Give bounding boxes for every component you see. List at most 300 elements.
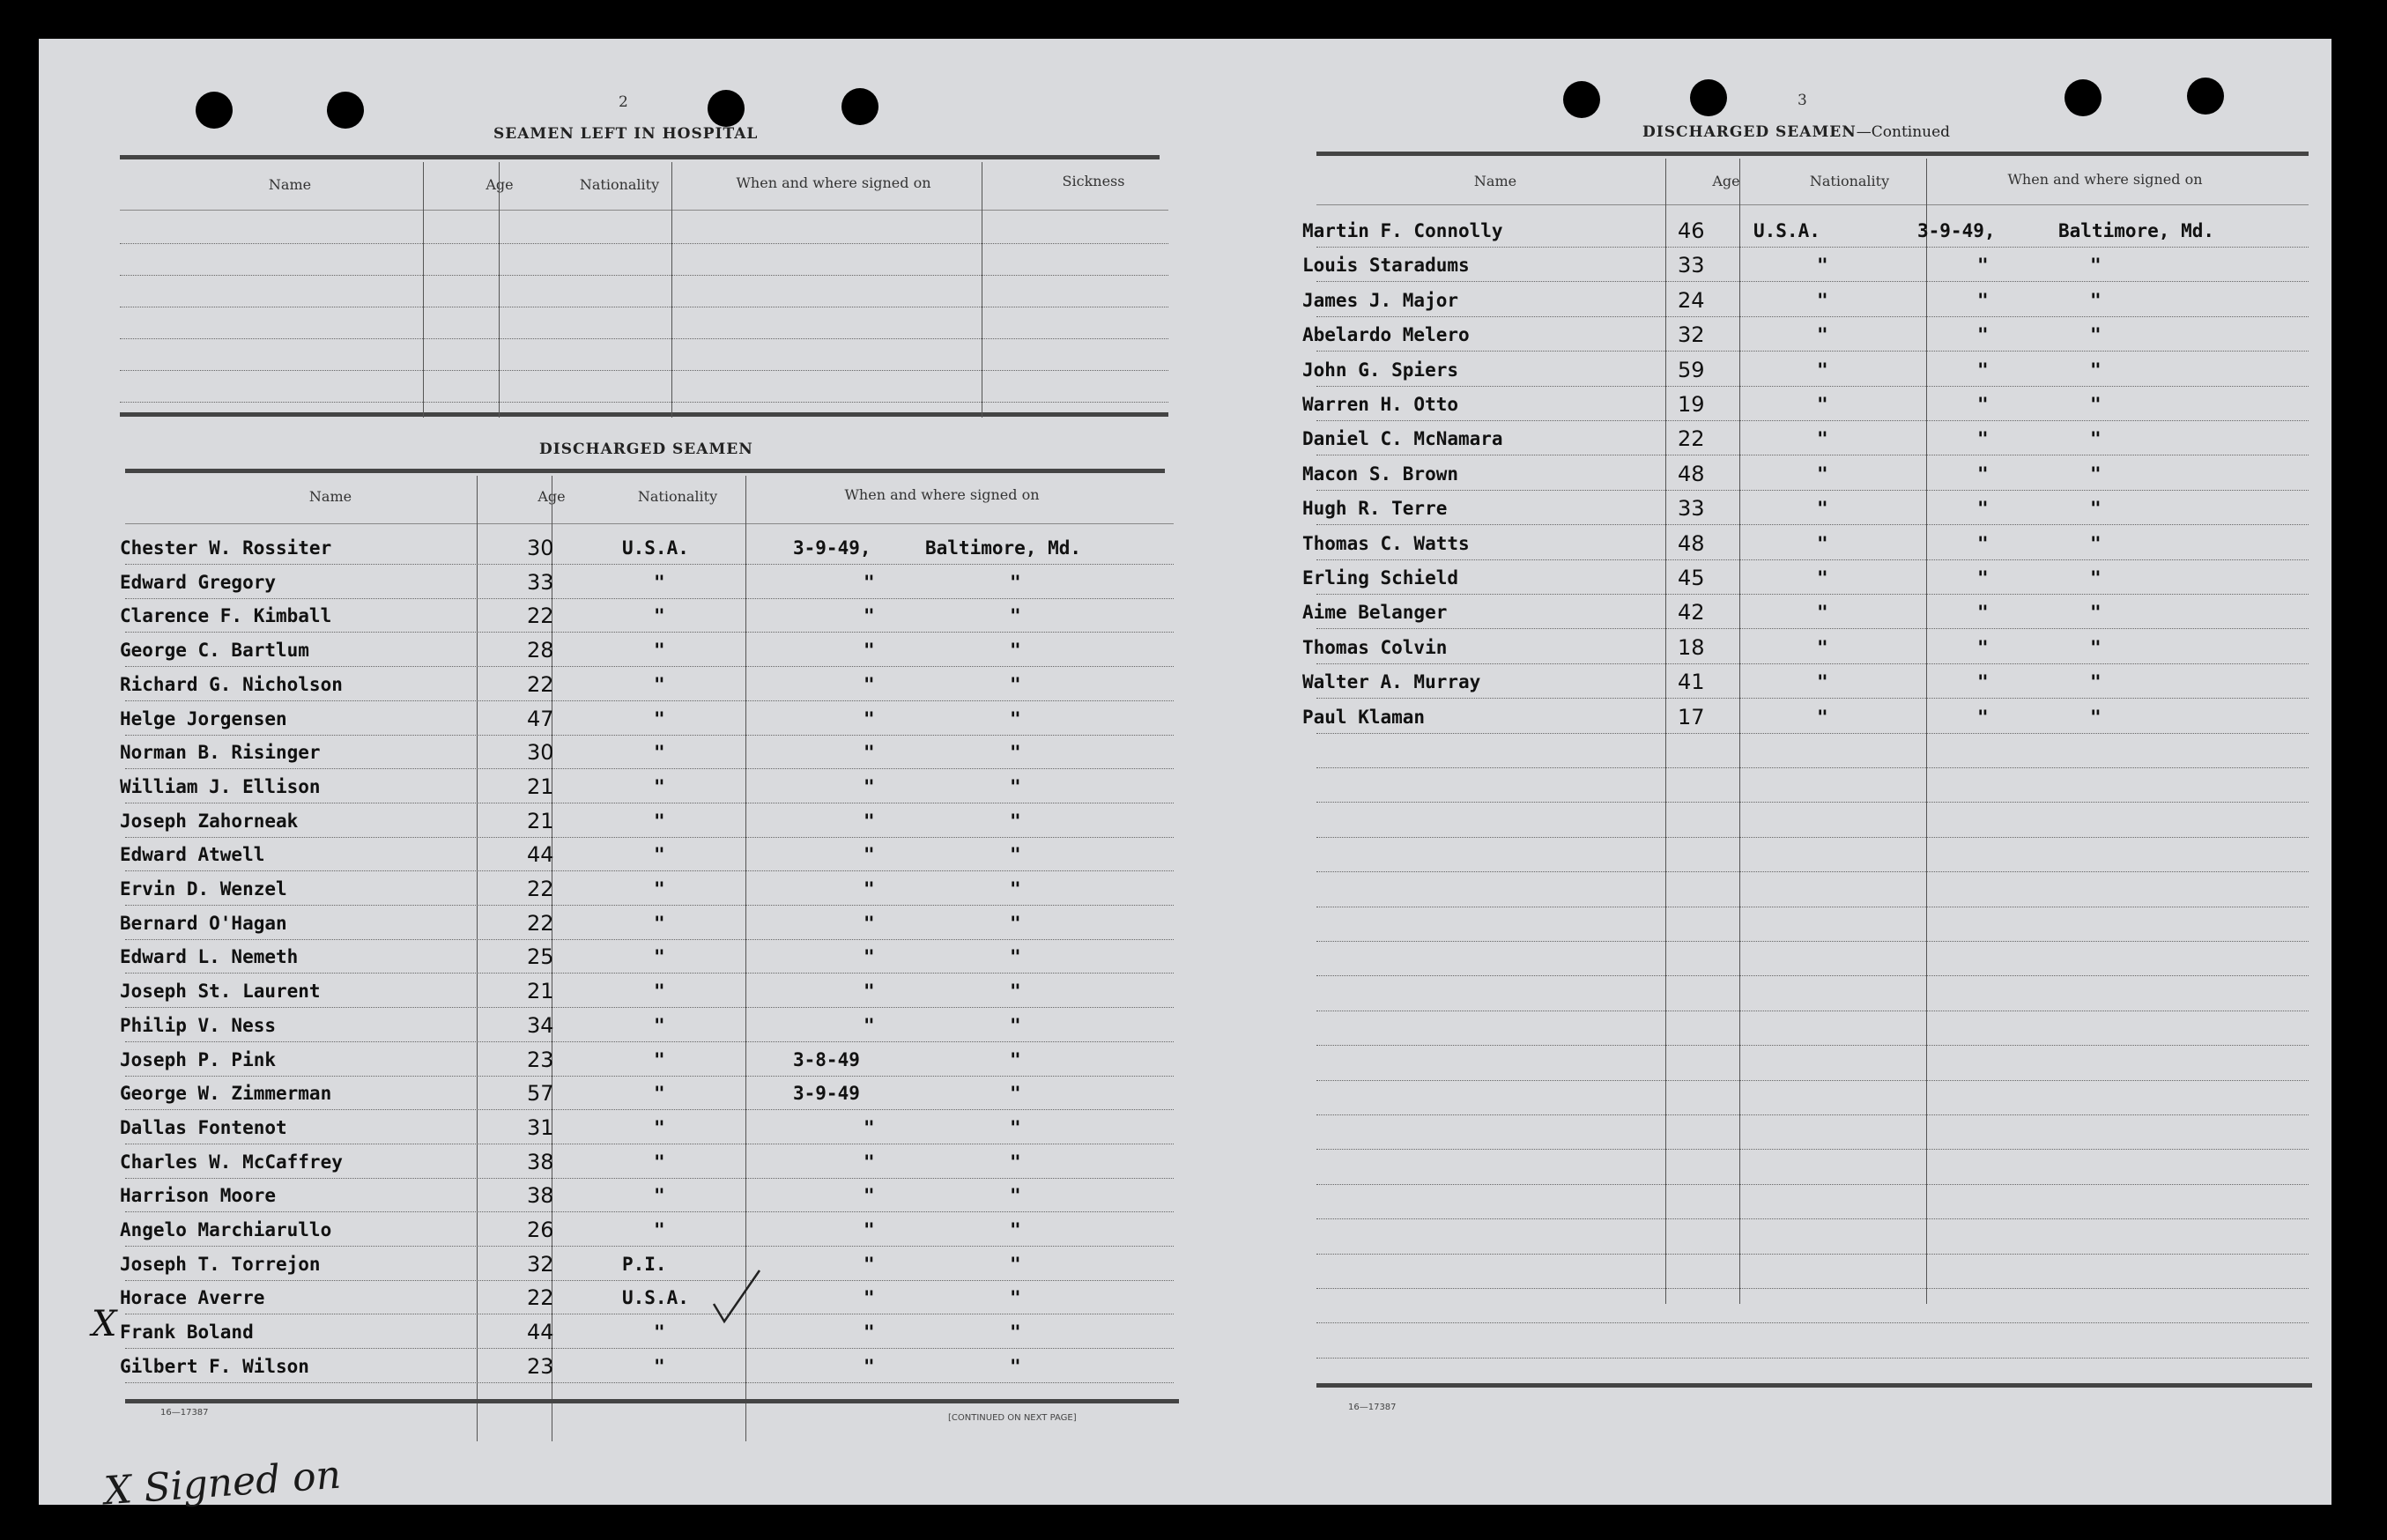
table-row bbox=[120, 1212, 1177, 1244]
seaman-age: 30 bbox=[527, 740, 554, 766]
table-row bbox=[1302, 595, 2360, 626]
signed-on-date: " bbox=[864, 981, 875, 1003]
seaman-age: 26 bbox=[527, 1218, 554, 1242]
seaman-age: 22 bbox=[527, 671, 554, 697]
signed-on-date: " bbox=[1977, 289, 1989, 311]
seaman-nationality: " bbox=[654, 1083, 665, 1105]
col-header-signed-on: When and where signed on bbox=[844, 486, 1040, 503]
signed-on-date: " bbox=[1977, 532, 1989, 554]
signed-on-place: " bbox=[2090, 498, 2102, 520]
col-header-age: Age bbox=[1712, 173, 1740, 189]
signed-on-date: " bbox=[1977, 671, 1989, 693]
signed-on-place: " bbox=[1010, 946, 1021, 968]
seaman-age: 47 bbox=[527, 706, 554, 731]
table-row bbox=[120, 1314, 1177, 1346]
signed-on-date: " bbox=[864, 571, 875, 593]
row-rule bbox=[1316, 1288, 2309, 1289]
table-row bbox=[1302, 283, 2360, 315]
table-row bbox=[1302, 421, 2360, 453]
seaman-name: Erling Schield bbox=[1302, 567, 1459, 589]
signed-on-date: 3-9-49 bbox=[793, 1083, 860, 1105]
table-row bbox=[120, 769, 1177, 801]
seaman-age: 25 bbox=[527, 944, 554, 970]
signed-on-place: Baltimore, Md. bbox=[925, 537, 1082, 559]
seaman-nationality: " bbox=[654, 912, 665, 934]
seaman-age: 23 bbox=[527, 1047, 554, 1072]
signed-on-date: " bbox=[1977, 498, 1989, 520]
rule bbox=[120, 370, 1168, 371]
col-header-signed-on: When and where signed on bbox=[2007, 171, 2203, 188]
signed-on-place: " bbox=[2090, 671, 2102, 693]
col-header-nationality: Nationality bbox=[637, 488, 718, 505]
seaman-age: 30 bbox=[527, 536, 554, 560]
row-rule bbox=[1316, 767, 2309, 768]
signed-on-place: " bbox=[1010, 707, 1021, 729]
seaman-nationality: " bbox=[1817, 532, 1828, 554]
seaman-name: Horace Averre bbox=[120, 1287, 265, 1309]
table-row bbox=[120, 667, 1177, 699]
signed-on-date: " bbox=[864, 775, 875, 797]
seaman-name: Ervin D. Wenzel bbox=[120, 878, 287, 900]
seaman-age: 19 bbox=[1678, 392, 1705, 417]
rule bbox=[120, 412, 1168, 417]
seaman-age: 24 bbox=[1678, 287, 1705, 313]
signed-on-place: " bbox=[1010, 1048, 1021, 1070]
table-row bbox=[120, 906, 1177, 937]
seaman-age: 42 bbox=[1678, 600, 1705, 626]
seaman-name: Angelo Marchiarullo bbox=[120, 1219, 332, 1240]
seaman-age: 31 bbox=[527, 1114, 554, 1140]
seaman-nationality: " bbox=[1817, 463, 1828, 485]
signed-on-place: " bbox=[1010, 878, 1021, 900]
table-row bbox=[1302, 700, 2360, 731]
col-header-nationality: Nationality bbox=[1809, 173, 1890, 189]
seaman-name: Joseph P. Pink bbox=[120, 1048, 277, 1070]
seaman-nationality: U.S.A. bbox=[622, 537, 689, 559]
rule bbox=[120, 210, 1168, 211]
table-row bbox=[1302, 526, 2360, 558]
table-row bbox=[120, 974, 1177, 1005]
seaman-name: Daniel C. McNamara bbox=[1302, 428, 1503, 450]
table-row bbox=[1302, 491, 2360, 522]
form-number: 16—17387 bbox=[1348, 1403, 1397, 1412]
signed-on-date: " bbox=[864, 844, 875, 866]
row-rule bbox=[1316, 941, 2309, 942]
row-rule bbox=[1316, 975, 2309, 976]
page-number: 3 bbox=[1798, 92, 1807, 109]
punch-hole bbox=[196, 92, 233, 129]
seaman-age: 38 bbox=[527, 1149, 554, 1174]
seaman-nationality: " bbox=[654, 571, 665, 593]
punch-hole bbox=[2187, 78, 2224, 115]
handwritten-note: X Signed on bbox=[102, 1452, 343, 1514]
signed-on-place: " bbox=[2090, 428, 2102, 450]
seaman-nationality: " bbox=[654, 707, 665, 729]
seaman-age: 59 bbox=[1678, 357, 1705, 382]
seaman-age: 44 bbox=[527, 1320, 554, 1345]
punch-hole bbox=[708, 90, 745, 127]
seaman-name: Louis Staradums bbox=[1302, 255, 1470, 277]
signed-on-place: " bbox=[2090, 706, 2102, 728]
seaman-nationality: U.S.A. bbox=[1753, 220, 1820, 241]
table-row bbox=[1302, 630, 2360, 662]
col-header-age: Age bbox=[537, 488, 566, 505]
seaman-nationality: " bbox=[654, 946, 665, 968]
seaman-name: Edward L. Nemeth bbox=[120, 946, 299, 968]
signed-on-date: " bbox=[1977, 255, 1989, 277]
punch-hole bbox=[1563, 81, 1600, 118]
rule bbox=[499, 162, 500, 418]
seaman-nationality: " bbox=[1817, 289, 1828, 311]
title-main: DISCHARGED SEAMEN bbox=[1642, 123, 1857, 141]
signed-on-place: " bbox=[2090, 394, 2102, 415]
seaman-name: Dallas Fontenot bbox=[120, 1116, 287, 1138]
seaman-name: John G. Spiers bbox=[1302, 359, 1459, 381]
signed-on-date: " bbox=[864, 640, 875, 662]
signed-on-date: " bbox=[864, 742, 875, 764]
signed-on-place: " bbox=[1010, 1185, 1021, 1207]
signed-on-place: " bbox=[2090, 636, 2102, 658]
seaman-name: Martin F. Connolly bbox=[1302, 220, 1503, 241]
signed-on-place: " bbox=[1010, 1219, 1021, 1240]
seaman-name: Richard G. Nicholson bbox=[120, 673, 343, 695]
seaman-age: 45 bbox=[1678, 566, 1705, 590]
table-row bbox=[120, 633, 1177, 664]
seaman-age: 18 bbox=[1678, 634, 1705, 660]
signed-on-place: " bbox=[1010, 640, 1021, 662]
seaman-nationality: " bbox=[654, 878, 665, 900]
seaman-name: Joseph St. Laurent bbox=[120, 981, 321, 1003]
seaman-nationality: " bbox=[654, 810, 665, 832]
rule bbox=[1316, 152, 2309, 156]
seaman-age: 21 bbox=[527, 808, 554, 833]
signed-on-date: " bbox=[864, 1322, 875, 1344]
seaman-age: 33 bbox=[1678, 253, 1705, 278]
table-row bbox=[120, 1349, 1177, 1381]
signed-on-place: " bbox=[2090, 602, 2102, 624]
seaman-nationality: " bbox=[1817, 498, 1828, 520]
rule bbox=[120, 275, 1168, 276]
signed-on-date: " bbox=[1977, 394, 1989, 415]
signed-on-place: " bbox=[2090, 463, 2102, 485]
rule bbox=[120, 155, 1160, 159]
col-header-signed-on: When and where signed on bbox=[736, 174, 931, 191]
signed-on-place: " bbox=[2090, 289, 2102, 311]
discharged-section-title: DISCHARGED SEAMEN bbox=[539, 441, 753, 458]
signed-on-place: " bbox=[2090, 567, 2102, 589]
row-rule bbox=[1316, 1358, 2309, 1359]
seaman-name: Harrison Moore bbox=[120, 1185, 277, 1207]
signed-on-date: " bbox=[1977, 463, 1989, 485]
seaman-age: 48 bbox=[1678, 530, 1705, 556]
signed-on-place: " bbox=[1010, 810, 1021, 832]
seaman-age: 17 bbox=[1678, 704, 1705, 729]
row-rule bbox=[1316, 733, 2309, 734]
signed-on-place: " bbox=[1010, 912, 1021, 934]
table-row bbox=[1302, 456, 2360, 488]
handwritten-x-mark: X bbox=[92, 1304, 117, 1344]
row-rule bbox=[1316, 837, 2309, 838]
seaman-name: Norman B. Risinger bbox=[120, 742, 321, 764]
col-header-name: Name bbox=[308, 488, 352, 505]
seaman-name: Philip V. Ness bbox=[120, 1014, 277, 1036]
seaman-name: Gilbert F. Wilson bbox=[120, 1355, 309, 1377]
seaman-nationality: " bbox=[654, 640, 665, 662]
rule bbox=[423, 162, 424, 418]
table-row bbox=[1302, 317, 2360, 349]
signed-on-date: " bbox=[1977, 636, 1989, 658]
seaman-age: 57 bbox=[527, 1081, 554, 1107]
row-rule bbox=[1316, 1254, 2309, 1255]
punch-hole bbox=[841, 88, 878, 125]
rule bbox=[671, 162, 672, 418]
seaman-name: Hugh R. Terre bbox=[1302, 498, 1448, 520]
seaman-name: George C. Bartlum bbox=[120, 640, 309, 662]
signed-on-date: " bbox=[864, 946, 875, 968]
signed-on-date: " bbox=[1977, 359, 1989, 381]
rule bbox=[120, 243, 1168, 244]
seaman-age: 32 bbox=[527, 1251, 554, 1277]
signed-on-place: " bbox=[1010, 1116, 1021, 1138]
signed-on-place: " bbox=[1010, 1355, 1021, 1377]
seaman-nationality: " bbox=[1817, 671, 1828, 693]
seaman-name: George W. Zimmerman bbox=[120, 1083, 332, 1105]
page-number: 2 bbox=[619, 93, 628, 111]
signed-on-place: " bbox=[1010, 1287, 1021, 1309]
row-rule bbox=[1316, 1114, 2309, 1115]
seaman-name: Chester W. Rossiter bbox=[120, 537, 332, 559]
signed-on-date: " bbox=[1977, 706, 1989, 728]
col-header-nationality: Nationality bbox=[579, 176, 660, 193]
row-rule bbox=[1316, 1218, 2309, 1219]
seaman-nationality: " bbox=[1817, 567, 1828, 589]
table-row bbox=[1302, 352, 2360, 384]
table-row bbox=[120, 1280, 1177, 1312]
seaman-age: 32 bbox=[1678, 322, 1705, 348]
signed-on-date: " bbox=[864, 673, 875, 695]
hospital-section-title: SEAMEN LEFT IN HOSPITAL bbox=[493, 125, 759, 143]
signed-on-date: " bbox=[864, 605, 875, 627]
seaman-age: 23 bbox=[527, 1353, 554, 1379]
signed-on-date: 3-9-49, bbox=[793, 537, 871, 559]
row-rule bbox=[125, 1382, 1174, 1383]
seaman-nationality: " bbox=[1817, 428, 1828, 450]
seaman-nationality: " bbox=[654, 605, 665, 627]
seaman-nationality: " bbox=[654, 1185, 665, 1207]
table-row bbox=[120, 1144, 1177, 1176]
table-row bbox=[120, 530, 1177, 562]
table-row bbox=[120, 1042, 1177, 1074]
row-rule bbox=[1316, 1045, 2309, 1046]
seaman-name: Edward Atwell bbox=[120, 844, 265, 866]
col-header-name: Name bbox=[1473, 173, 1517, 189]
signed-on-place: " bbox=[1010, 673, 1021, 695]
table-row bbox=[120, 871, 1177, 903]
seaman-age: 28 bbox=[527, 638, 554, 663]
seaman-nationality: " bbox=[1817, 255, 1828, 277]
signed-on-place: " bbox=[2090, 255, 2102, 277]
table-row bbox=[120, 1178, 1177, 1210]
row-rule bbox=[1316, 1322, 2309, 1323]
seaman-name: Joseph Zahorneak bbox=[120, 810, 299, 832]
seaman-name: Paul Klaman bbox=[1302, 706, 1426, 728]
seaman-age: 22 bbox=[527, 603, 554, 629]
signed-on-place: " bbox=[1010, 605, 1021, 627]
col-header-sickness: Sickness bbox=[1062, 173, 1125, 189]
rule bbox=[120, 338, 1168, 339]
seaman-name: Frank Boland bbox=[120, 1322, 254, 1344]
signed-on-date: " bbox=[1977, 324, 1989, 346]
seaman-nationality: " bbox=[1817, 636, 1828, 658]
signed-on-date: " bbox=[864, 707, 875, 729]
seaman-nationality: " bbox=[1817, 324, 1828, 346]
table-row bbox=[120, 1110, 1177, 1142]
signed-on-place: " bbox=[2090, 359, 2102, 381]
table-row bbox=[120, 735, 1177, 766]
signed-on-date: " bbox=[864, 912, 875, 934]
table-row bbox=[120, 803, 1177, 835]
form-number: 16—17387 bbox=[160, 1408, 209, 1418]
signed-on-place: " bbox=[1010, 742, 1021, 764]
table-row bbox=[120, 1247, 1177, 1278]
seaman-name: Warren H. Otto bbox=[1302, 394, 1459, 415]
seaman-age: 34 bbox=[527, 1012, 554, 1038]
seaman-name: Thomas C. Watts bbox=[1302, 532, 1470, 554]
seaman-name: Abelardo Melero bbox=[1302, 324, 1470, 346]
rule bbox=[125, 523, 1174, 524]
rule bbox=[120, 402, 1168, 403]
seaman-age: 21 bbox=[527, 979, 554, 1004]
seaman-age: 48 bbox=[1678, 461, 1705, 486]
signed-on-place: Baltimore, Md. bbox=[2058, 220, 2215, 241]
signed-on-place: " bbox=[1010, 1014, 1021, 1036]
signed-on-date: " bbox=[1977, 567, 1989, 589]
table-row bbox=[1302, 248, 2360, 279]
rule bbox=[125, 469, 1165, 473]
signed-on-date: " bbox=[1977, 602, 1989, 624]
seaman-nationality: " bbox=[654, 775, 665, 797]
rule bbox=[1316, 1383, 2312, 1388]
seaman-name: Walter A. Murray bbox=[1302, 671, 1481, 693]
seaman-nationality: " bbox=[1817, 359, 1828, 381]
seaman-age: 22 bbox=[527, 1285, 554, 1311]
signed-on-place: " bbox=[1010, 775, 1021, 797]
seaman-age: 38 bbox=[527, 1183, 554, 1209]
seaman-nationality: " bbox=[1817, 602, 1828, 624]
signed-on-date: " bbox=[864, 1151, 875, 1173]
signed-on-date: 3-9-49, bbox=[1917, 220, 1996, 241]
seaman-age: 22 bbox=[527, 877, 554, 901]
table-row bbox=[120, 939, 1177, 971]
checkmark-icon bbox=[710, 1267, 763, 1329]
signed-on-place: " bbox=[1010, 571, 1021, 593]
signed-on-date: " bbox=[1977, 428, 1989, 450]
signed-on-date: " bbox=[864, 1287, 875, 1309]
seaman-name: Edward Gregory bbox=[120, 571, 277, 593]
row-rule bbox=[1316, 871, 2309, 872]
signed-on-place: " bbox=[1010, 981, 1021, 1003]
signed-on-date: " bbox=[864, 810, 875, 832]
punch-hole bbox=[327, 92, 364, 129]
signed-on-place: " bbox=[2090, 324, 2102, 346]
seaman-nationality: " bbox=[654, 1014, 665, 1036]
seaman-name: Helge Jorgensen bbox=[120, 707, 287, 729]
signed-on-place: " bbox=[1010, 1083, 1021, 1105]
signed-on-place: " bbox=[1010, 844, 1021, 866]
table-row bbox=[1302, 664, 2360, 696]
signed-on-place: " bbox=[2090, 532, 2102, 554]
row-rule bbox=[1316, 1184, 2309, 1185]
seaman-nationality: U.S.A. bbox=[622, 1287, 689, 1309]
seaman-nationality: " bbox=[1817, 394, 1828, 415]
title-continued: —Continued bbox=[1856, 123, 1951, 141]
seaman-nationality: " bbox=[1817, 706, 1828, 728]
continued-note: [CONTINUED ON NEXT PAGE] bbox=[948, 1413, 1077, 1423]
seaman-nationality: " bbox=[654, 1322, 665, 1344]
table-row bbox=[120, 1076, 1177, 1107]
discharged-continued-title bbox=[1642, 123, 1950, 141]
signed-on-date: " bbox=[864, 1185, 875, 1207]
seaman-name: Clarence F. Kimball bbox=[120, 605, 332, 627]
row-rule bbox=[1316, 1149, 2309, 1150]
seaman-nationality: " bbox=[654, 1355, 665, 1377]
seaman-age: 21 bbox=[527, 774, 554, 799]
seaman-name: Bernard O'Hagan bbox=[120, 912, 287, 934]
table-row bbox=[1302, 560, 2360, 592]
seaman-name: William J. Ellison bbox=[120, 775, 321, 797]
seaman-age: 33 bbox=[1678, 496, 1705, 522]
seaman-name: Macon S. Brown bbox=[1302, 463, 1459, 485]
rule bbox=[1316, 204, 2309, 205]
table-row bbox=[120, 701, 1177, 733]
table-row bbox=[120, 1008, 1177, 1040]
rule bbox=[125, 1399, 1179, 1403]
row-rule bbox=[1316, 1080, 2309, 1081]
row-rule bbox=[1316, 802, 2309, 803]
table-row bbox=[1302, 213, 2360, 245]
punch-hole bbox=[1690, 79, 1727, 116]
signed-on-place: " bbox=[1010, 1253, 1021, 1275]
seaman-nationality: " bbox=[654, 1151, 665, 1173]
signed-on-date: " bbox=[864, 1116, 875, 1138]
seaman-nationality: P.I. bbox=[622, 1253, 667, 1275]
seaman-nationality: " bbox=[654, 742, 665, 764]
signed-on-date: " bbox=[864, 1355, 875, 1377]
signed-on-date: " bbox=[864, 878, 875, 900]
seaman-age: 46 bbox=[1678, 218, 1705, 243]
seaman-name: Thomas Colvin bbox=[1302, 636, 1448, 658]
seaman-name: Charles W. McCaffrey bbox=[120, 1151, 343, 1173]
seaman-nationality: " bbox=[654, 1116, 665, 1138]
seaman-nationality: " bbox=[654, 981, 665, 1003]
seaman-age: 22 bbox=[527, 910, 554, 936]
document-sheet bbox=[39, 39, 2331, 1514]
seaman-nationality: " bbox=[654, 1048, 665, 1070]
seaman-nationality: " bbox=[654, 673, 665, 695]
signed-on-date: " bbox=[864, 1253, 875, 1275]
seaman-nationality: " bbox=[654, 1219, 665, 1240]
signed-on-date: " bbox=[864, 1014, 875, 1036]
table-row bbox=[1302, 387, 2360, 418]
signed-on-place: " bbox=[1010, 1151, 1021, 1173]
col-header-age: Age bbox=[486, 176, 514, 193]
seaman-nationality: " bbox=[654, 844, 665, 866]
seaman-name: James J. Major bbox=[1302, 289, 1459, 311]
table-row bbox=[120, 598, 1177, 630]
seaman-age: 44 bbox=[527, 842, 554, 868]
table-row bbox=[120, 565, 1177, 596]
col-header-name: Name bbox=[268, 176, 312, 193]
